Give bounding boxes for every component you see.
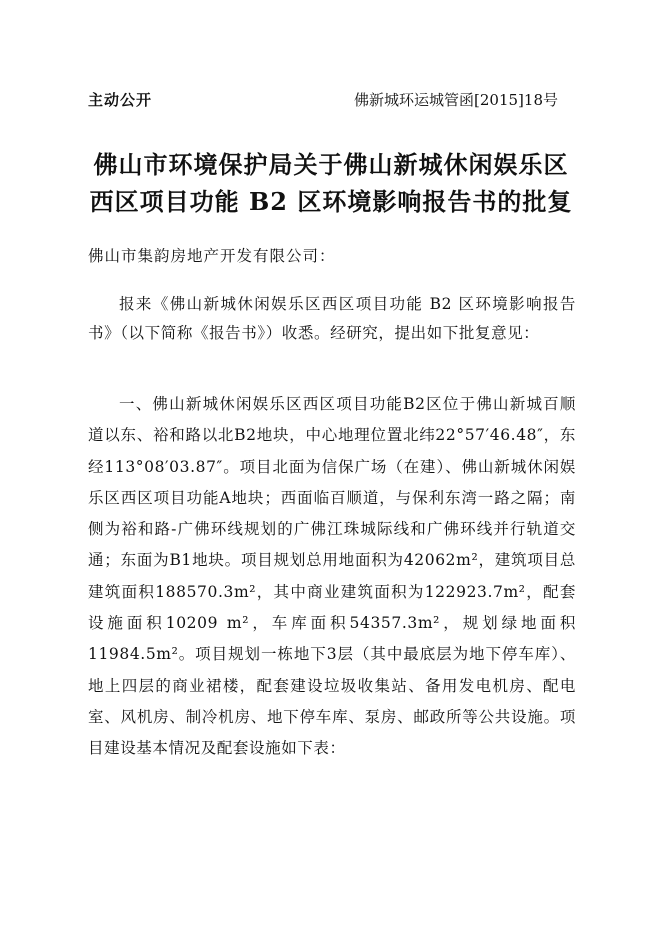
document-number: 佛新城环运城管函[2015]18号: [354, 91, 558, 109]
recipient-salutation: 佛山市集韵房地产开发有限公司：: [88, 247, 336, 265]
document-header: [88, 88, 558, 112]
body-paragraph-2: 一、佛山新城休闲娱乐区西区项目功能B2区位于佛山新城百顺道以东、裕和路以北B2地块，中心地理位置北纬22°57′46.48″，东经113°08′03.87″。项目北面为信保广场（在建）、佛山新城休闲娱乐区西区项目功能A地块；西面临百顺道，与保利东湾一路之隔；南侧为裕和路-广佛环线规划的广佛江珠城际线和广佛环线并行轨道交通；东面为B1地块。项目规划总用地面积为42062m²，建筑项目总建筑面积188570.3m²，其中商业建筑面积为122923.7m²，配套设施面积10209 m²，车库面积54357.3m²，规划绿地面积11984.5m²。项目规划一栋地下3层（其中最底层为地下停车库）、地上四层的商业裙楼，配套建设垃圾收集站、备用发电机房、配电室、风机房、制冷机房、地下停车库、泵房、邮政所等公共设施。项目建设基本情况及配套设施如下表：: [88, 395, 576, 758]
body-paragraph-1: 报来《佛山新城休闲娱乐区西区项目功能 B2 区环境影响报告书》（以下简称《报告书》）收悉。经研究，提出如下批复意见：: [88, 295, 576, 342]
title-line-2: 西区项目功能 B2 区环境影响报告书的批复: [89, 187, 573, 216]
disclosure-label: 主动公开: [88, 91, 153, 109]
document-title: [60, 146, 602, 220]
title-line-1: 佛山市环境保护局关于佛山新城休闲娱乐区: [93, 150, 569, 179]
